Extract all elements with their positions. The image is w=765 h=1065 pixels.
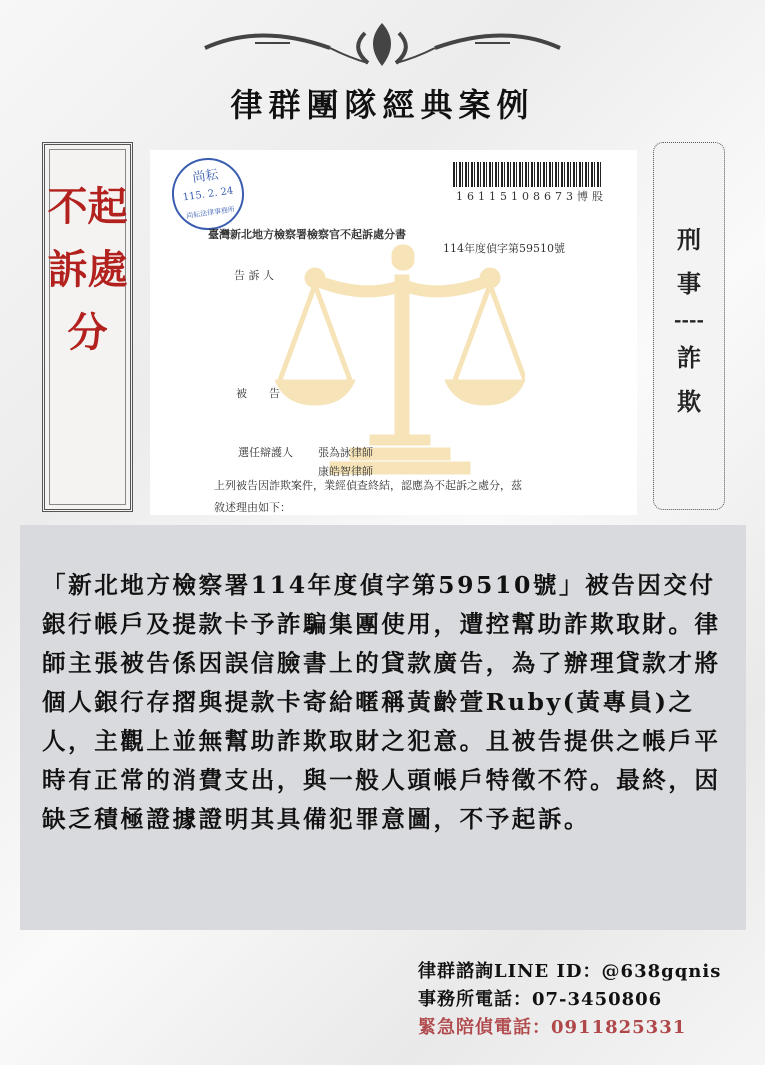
lawyer-name: 張為詠律師	[318, 446, 373, 459]
page-title: 律群團隊經典案例	[230, 86, 535, 124]
category-sub: 詐欺	[677, 343, 701, 416]
document-heading: 臺灣新北地方檢察署檢察官不起訴處分書	[208, 228, 406, 241]
emergency-phone: 緊急陪偵電話：0911825331	[418, 1017, 687, 1038]
contact-info	[418, 958, 721, 1042]
category-separator: ----	[674, 310, 704, 331]
barcode-number: 16115108673博股	[456, 190, 607, 203]
case-number: 114年度偵字第59510號	[443, 242, 565, 255]
result-banner	[42, 142, 133, 512]
defendant-label: 被 告	[236, 387, 280, 400]
category-main: 刑事	[677, 225, 701, 298]
defense-label: 選任辯護人	[238, 446, 293, 459]
line-id: 律群諮詢LINE ID：@638gqnis	[418, 961, 722, 982]
case-summary-panel	[20, 525, 746, 930]
barcode	[453, 162, 601, 187]
received-stamp	[167, 153, 248, 234]
complainant-label: 告 訴 人	[234, 269, 274, 282]
case-category	[653, 142, 725, 510]
document-body: 敘述理由如下：	[214, 501, 291, 514]
case-summary: 「新北地方檢察署114年度偵字第59510號」被告因交付銀行帳戶及提款卡予詐騙集團使用，遭控幫助詐欺取財。律師主張被告係因誤信臉書上的貸款廣告，為了辦理貸款才將個人銀行存摺與提款卡寄給暱稱黃齡萱Ruby(黃專員)之人，主觀上並無幫助詐欺取財之犯意。且被告提供之帳戶平時有正常的消費支出，與一般人頭帳戶特徵不符。最終，因缺乏積極證據證明其具備犯罪意圖，不予起訴。	[42, 571, 721, 833]
scales-of-justice-icon	[275, 240, 525, 475]
lawyer-name: 康皓智律師	[318, 465, 373, 478]
office-phone: 事務所電話：07-3450806	[418, 989, 663, 1010]
decorative-ornament-icon	[200, 18, 565, 73]
document-image	[150, 150, 637, 515]
stamp-org: 尚耘法律事務所	[185, 205, 236, 221]
document-body: 上列被告因詐欺案件，業經偵查終結，認應為不起訴之處分，茲	[214, 479, 522, 492]
stamp-name: 尚耘	[191, 167, 220, 186]
result-banner-text: 不起訴處分	[47, 183, 128, 356]
stamp-date: 115. 2. 24	[182, 185, 235, 204]
